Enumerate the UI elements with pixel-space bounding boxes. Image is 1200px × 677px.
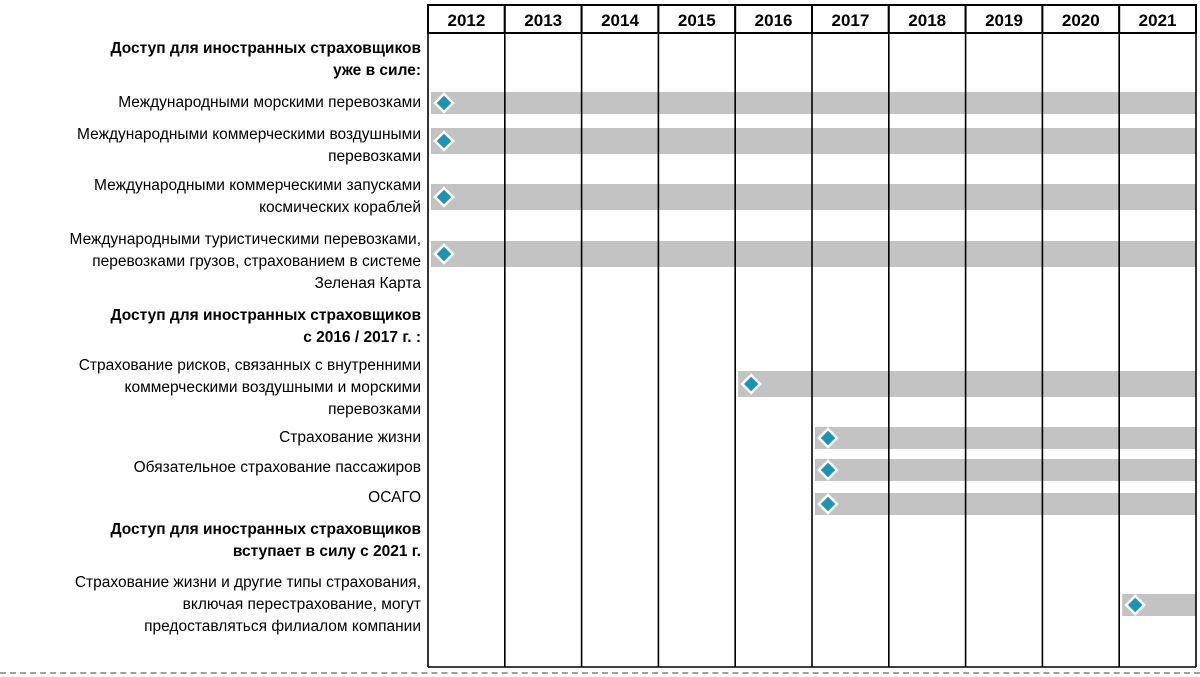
row-label-line: Страхование жизни [279, 429, 421, 446]
row-label-line: Международными коммерческими воздушными [77, 126, 421, 143]
row-label-line: Доступ для иностранных страховщиков [110, 521, 421, 538]
row-label-line: Доступ для иностранных страховщиков [110, 40, 421, 57]
bars-layer [431, 92, 1196, 616]
row-label-line: Обязательное страхование пассажиров [133, 459, 421, 476]
row-label-line: Зеленая Карта [314, 275, 421, 292]
row-label-line: Международными морскими перевозками [118, 94, 421, 111]
year-tick-label: 2016 [754, 11, 793, 30]
section-header [111, 519, 421, 563]
timeline-bar [815, 493, 1196, 515]
markers-layer [435, 94, 1144, 614]
row-label [134, 457, 421, 479]
timeline-bar [431, 92, 1196, 114]
row-label [368, 487, 421, 509]
row-label-line: Страхование жизни и другие типы страхования, [74, 574, 421, 591]
year-tick-label: 2015 [677, 11, 716, 30]
row-label [79, 355, 421, 421]
row-label-line: уже в силе: [333, 62, 421, 79]
year-tick-label: 2012 [447, 11, 486, 30]
row-label [69, 229, 421, 295]
row-label-line: с 2016 / 2017 г. : [303, 329, 421, 346]
row-label-line: космических кораблей [259, 199, 421, 216]
row-label-line: Международными коммерческими запусками [94, 177, 421, 194]
timeline-bar [815, 427, 1196, 449]
timeline-bar [431, 241, 1196, 267]
row-label-line: перевозками [328, 401, 421, 418]
timeline-bar [738, 371, 1196, 397]
year-tick-label: 2021 [1138, 11, 1177, 30]
row-label [279, 427, 421, 449]
row-label-line: Страхование рисков, связанных с внутренними [78, 357, 421, 374]
row-label-line: перевозками грузов, страхованием в системе [92, 253, 421, 270]
row-label-line: Доступ для иностранных страховщиков [110, 307, 421, 324]
year-header [428, 5, 1196, 33]
year-tick-label: 2018 [908, 11, 947, 30]
row-label-line: включая перестрахование, могут [182, 596, 421, 613]
year-tick-label: 2019 [985, 11, 1023, 30]
year-tick-label: 2014 [601, 11, 639, 30]
row-label-line: Международными туристическими перевозками, [69, 231, 421, 248]
timeline-bar [431, 184, 1196, 210]
year-tick-label: 2013 [524, 11, 563, 30]
section-header [111, 38, 421, 82]
row-label [75, 572, 421, 638]
year-tick-label: 2017 [831, 11, 870, 30]
row-label [94, 175, 421, 219]
row-label-line: ОСАГО [368, 489, 421, 506]
section-header [111, 305, 421, 349]
row-label [77, 124, 421, 168]
row-label-line: предоставляться филиалом компании [144, 618, 421, 635]
timeline-bar [815, 459, 1196, 481]
year-tick-label: 2020 [1061, 11, 1100, 30]
row-label-line: коммерческими воздушными и морскими [124, 379, 421, 396]
dashed-divider [0, 672, 1200, 674]
row-label-line: перевозками [328, 148, 421, 165]
row-label [118, 92, 421, 114]
timeline-bar [431, 128, 1196, 154]
row-label-line: вступает в силу с 2021 г. [232, 543, 421, 560]
